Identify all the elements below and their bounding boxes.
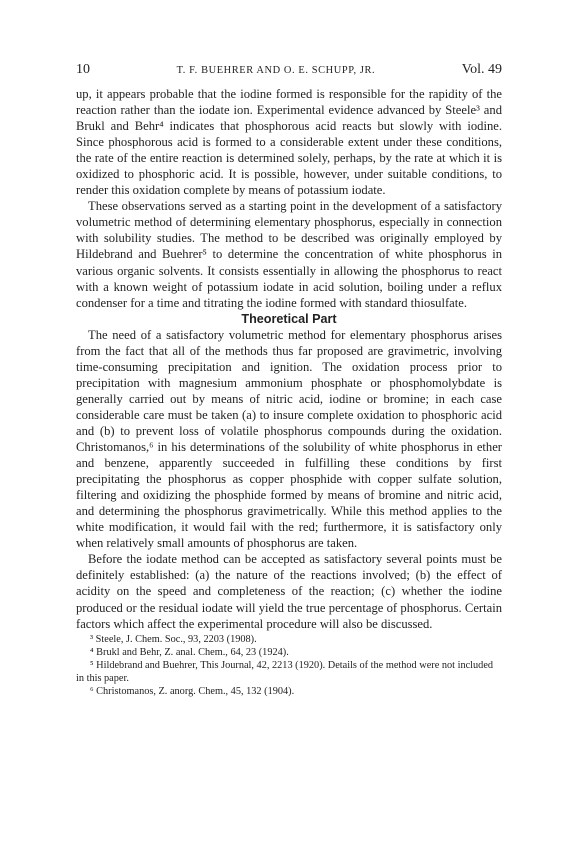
footnote-3: ³ Steele, J. Chem. Soc., 93, 2203 (1908). <box>90 633 257 645</box>
body-paragraph-1: up, it appears probable that the iodine formed is responsible for the rapidity of the reaction rather than the iodate ion. Experimental evidence advanced by Steele³ and Brukl and Behr⁴ indicates that phosphorous acid reacts but slowly with iodine. Since phosphorous acid is formed to a considerable extent under these conditions, the rate of the entire reaction is determined solely, perhaps, by the rate at which it is oxidized to phosphoric acid. It is possible, however, under suitable conditions, to render this oxidation complete by means of potassium iodate. <box>76 87 502 198</box>
journal-page <box>76 62 502 699</box>
running-authors: T. F. BUEHRER AND O. E. SCHUPP, JR. <box>176 65 376 76</box>
page-number: 10 <box>76 62 90 77</box>
volume-number: Vol. 49 <box>461 62 502 77</box>
footnote-4: ⁴ Brukl and Behr, Z. anal. Chem., 64, 23 (1924). <box>90 646 289 658</box>
running-header <box>76 62 502 86</box>
body-paragraph-4: Before the iodate method can be accepted as satisfactory several points must be definitely established: (a) the nature of the reactions involved; (b) the effect of acidity on the speed and completeness of the reaction; (c) whether the iodine produced or the residual iodate will yield the true percentage of phosphorus. Certain factors which affect the experimental procedure will also be discussed. <box>76 552 502 631</box>
footnote-6: ⁶ Christomanos, Z. anorg. Chem., 45, 132 (1904). <box>90 686 295 698</box>
footnote-5: ⁵ Hildebrand and Buehrer, This Journal, 42, 2213 (1920). Details of the method were not included in this paper. <box>76 660 494 685</box>
body-paragraph-3: The need of a satisfactory volumetric method for elementary phosphorus arises from the fact that all of the methods thus far proposed are gravimetric, involving time-consuming precipitation and ignition. The oxidation process prior to precipitation with magnesium ammonium phosphate or phosphomolybdate is generally carried out by means of nitric acid, iodine or bromine; in each case considerable care must be taken (a) to insure complete oxidation to phosphoric acid and (b) to prevent loss of volatile phosphorus compounds during the oxidation. Christomanos,⁶ in his determinations of the solubility of white phosphorus in ether and benzene, apparently succeeded in fulfilling these conditions by first precipitating the phosphorus as copper phosphide with copper sulfate solution, filtering and oxidizing the phosphide formed by means of bromine and nitric acid, and determining the phosphorus gravimetrically. While this method applies to the white modification, it would fail with the red; furthermore, it is satisfactory only when relatively small amounts of phosphorus are taken. <box>76 327 502 551</box>
footnotes <box>76 633 502 699</box>
body-paragraph-2: These observations served as a starting point in the development of a satisfactory volumetric method of determining elementary phosphorus, especially in connection with solubility studies. The method to be described was originally employed by Hildebrand and Buehrer⁵ to determine the concentration of white phosphorus in various organic solvents. It consists essentially in allowing the phosphorus to react with a known weight of potassium iodate in acid solution, boiling under a reflux condenser for a time and titrating the iodine formed with standard thiosulfate. <box>76 199 502 310</box>
section-heading: Theoretical Part <box>241 311 337 326</box>
